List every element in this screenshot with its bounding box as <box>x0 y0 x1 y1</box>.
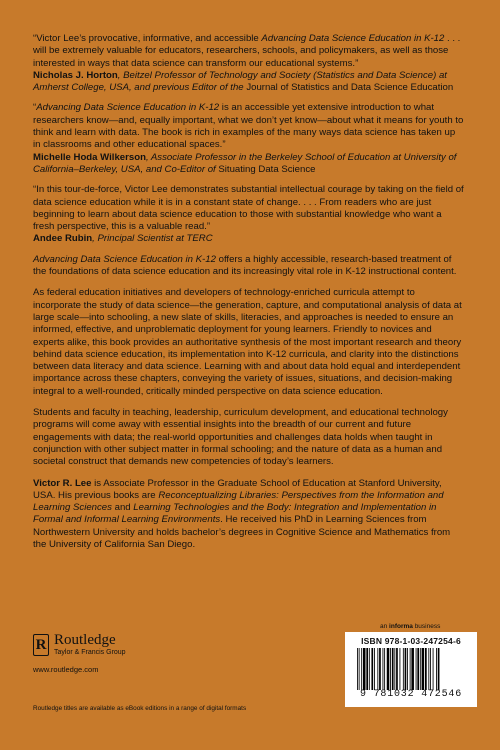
barcode-bar <box>394 648 395 690</box>
barcode-bar <box>359 648 360 690</box>
barcode-panel <box>345 632 477 707</box>
barcode-bar <box>417 648 419 690</box>
endorsement-attribution: Andee Rubin, Principal Scientist at TERC <box>33 233 213 245</box>
barcode-bar <box>366 648 368 690</box>
endorsement-2 <box>33 102 465 176</box>
endorsement-quote: “Advancing Data Science Education in K-12 is an accessible yet extensive introduction to what researchers know—and, equally important, what we don’t yet know—about what it means for youth to think and learn with data. The book is rich in examples of the many ways data science has taken up in classrooms and other educational spaces.” <box>33 102 464 151</box>
barcode-bar <box>425 648 427 690</box>
barcode-bar <box>400 648 401 690</box>
barcode-bar <box>433 648 434 690</box>
endorsement-1 <box>33 33 465 94</box>
publisher-block <box>33 633 263 674</box>
barcode-bar <box>403 648 404 690</box>
barcode-bar <box>416 648 417 690</box>
endorsement-attribution: Michelle Hoda Wilkerson, Associate Professor in the Berkeley School of Education at University of California–Berkeley, USA, and Co-Editor of Situating Data Science <box>33 151 457 175</box>
barcode-bar <box>377 648 378 690</box>
barcode-bar <box>363 648 366 690</box>
barcode-bar <box>396 648 398 690</box>
barcode-bar <box>410 648 411 690</box>
cover-text <box>33 33 465 551</box>
publisher-website[interactable]: www.routledge.com <box>33 665 99 674</box>
barcode-bar <box>387 648 390 690</box>
barcode-bar <box>392 648 394 690</box>
barcode-bars <box>355 648 467 690</box>
routledge-logo-icon: R <box>33 634 49 656</box>
barcode-bar <box>422 648 425 690</box>
barcode-bar <box>374 648 375 690</box>
publisher-name: Routledge <box>54 632 116 648</box>
barcode-bar <box>361 648 362 690</box>
publisher-logo <box>33 633 263 657</box>
barcode-bar <box>371 648 373 690</box>
barcode-bar <box>430 648 431 690</box>
publisher-group: Taylor & Francis Group <box>54 649 126 656</box>
barcode-bar <box>411 648 414 690</box>
isbn-text: ISBN 978-1-03-247254-6 <box>361 636 461 646</box>
barcode-bar <box>379 648 381 690</box>
barcode-bar <box>383 648 384 690</box>
barcode-digits: 9 781032 472546 <box>359 689 462 700</box>
barcode-bar <box>428 648 429 690</box>
barcode-bar <box>390 648 391 690</box>
description-paragraph: As federal education initiatives and developers of technology-enriched curricula attempt to incorporate the study of data science—the generation, capture, and computational analysis of data at large scale—into schooling, a new slate of skills, literacies, and approaches is needed to ensure an informed, effective, and unproblematic deployment for young learners. Friendly to novices and experts alike, this book provides an authoritative synthesis of the most important research and theory behind data science education, its implementation into K-12 curricula, and clarity into the distinctions between data literacy and data science. Learning with and about data hold equal and interdependent importance across these chapters, conveying the variety of issues, situations, and decision-making integral to a well-rounded, critically minded perspective on data science education. <box>33 287 462 397</box>
endorsement-attribution: Nicholas J. Horton, Beitzel Professor of Technology and Society (Statistics and Data Science) at Amherst College, USA, and previous Editor of the Journal of Statistics and Data Science Education <box>33 69 454 94</box>
barcode-bar <box>407 648 408 690</box>
informa-business-label: an informa business <box>380 623 441 630</box>
endorsement-3 <box>33 184 465 245</box>
barcode-bar <box>384 648 385 690</box>
audience-paragraph: Students and faculty in teaching, leadership, curriculum development, and educational technology programs will come away with essential insights into the breadth of our current and future engagements with data; the real-world opportunities and challenges data holds when taught in conjunction with other subject matter in formal schooling; and the nature of data as a human and societal construct that demands new competencies of today’s learners. <box>33 407 448 468</box>
barcode-bar <box>369 648 370 690</box>
barcode-bar <box>436 648 437 690</box>
endorsement-quote: “In this tour-de-force, Victor Lee demonstrates substantial intellectual courage by taking on the field of data science education while it is in a constant state of change. . . . From readers who are just beginning to learn about data science education to those with substantial knowledge who want a fresh perspective, this is a valuable read.” <box>33 184 464 233</box>
endorsement-quote: “Victor Lee’s provocative, informative, and accessible Advancing Data Science Education in K-12 . . . will be extremely valuable for educators, researchers, schools, and policymakers, as well as those interested in ways that data science can transform our educational systems.” <box>33 33 461 69</box>
barcode-bar <box>420 648 421 690</box>
ebook-footnote: Routledge titles are available as eBook editions in a range of digital formats <box>33 705 247 712</box>
barcode-bar <box>357 648 358 690</box>
barcode-bar <box>438 648 440 690</box>
intro-paragraph: Advancing Data Science Education in K-12 offers a highly accessible, research-based treatment of the foundations of data science education and its increasingly vital role in K-12 instructional content. <box>33 253 457 278</box>
author-bio: Victor R. Lee is Associate Professor in the Graduate School of Education at Stanford University, USA. His previous books are Reconceptualizing Libraries: Perspectives from the Information and Learning Sciences and Learning Technologies and the Body: Integration and Implementation in Formal and Informal Learning Environments. He received his PhD in Learning Sciences from Northwestern University and holds bachelor’s degrees in Cognitive Science and Mathematics from the University of California San Diego. <box>33 477 451 550</box>
barcode-bar <box>405 648 407 690</box>
